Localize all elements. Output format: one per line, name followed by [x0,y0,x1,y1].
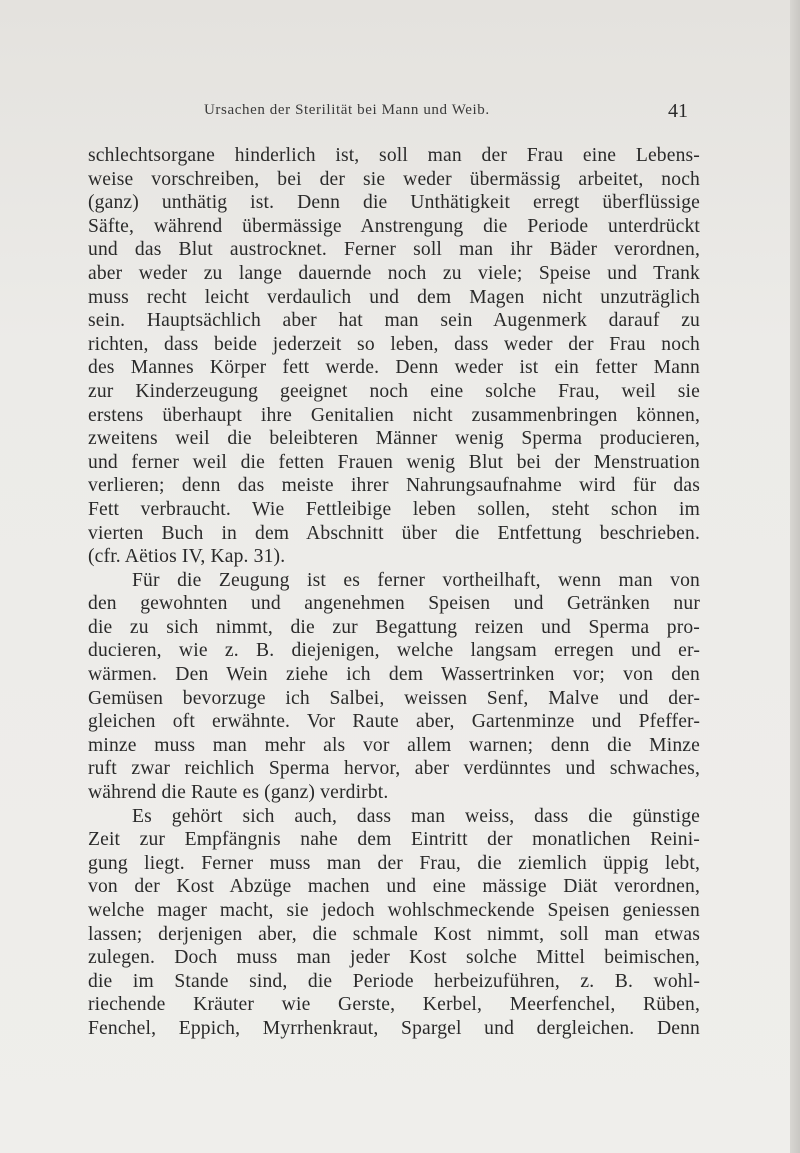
page-number: 41 [668,100,688,122]
text-line: zulegen. Doch muss man jeder Kost solche Mittel beimischen, [88,947,700,969]
text-line: den gewohnten und angenehmen Speisen und Getränken nur [88,593,700,615]
running-title: Ursachen der Sterilität bei Mann und Weib. [204,102,490,118]
text-line: zur Kinderzeugung geeignet noch eine solche Frau, weil sie [88,380,700,402]
text-line: aber weder zu lange dauernde noch zu viele; Speise und Trank [88,262,700,284]
page-edge [790,0,800,1153]
text-line: sein. Hauptsächlich aber hat man sein Augenmerk darauf zu [88,310,700,332]
text-line: schlechtsorgane hinderlich ist, soll man der Frau eine Lebens- [88,145,700,166]
text-line: Fenchel, Eppich, Myrrhenkraut, Spargel und dergleichen. Denn [88,1017,700,1039]
text-line: zweitens weil die beleibteren Männer wenig Sperma producieren, [88,428,700,450]
text-line: weise vorschreiben, bei der sie weder übermässig arbeitet, noch [88,168,700,190]
text-line: die zu sich nimmt, die zur Begattung reizen und Sperma pro- [88,616,700,638]
text-line: Zeit zur Empfängnis nahe dem Eintritt der monatlichen Reini- [88,829,700,851]
text-line: Fett verbraucht. Wie Fettleibige leben sollen, steht schon im [88,498,700,520]
page-header [88,100,700,128]
text-line: richten, dass beide jederzeit so leben, dass weder der Frau noch [88,333,700,355]
text-line: Es gehört sich auch, dass man weiss, dass die günstige [132,805,700,827]
text-line: gung liegt. Ferner muss man der Frau, die ziemlich üppig lebt, [88,852,700,874]
text-line: ruft zwar reichlich Sperma hervor, aber verdünntes und schwaches, [88,758,700,780]
text-line: vierten Buch in dem Abschnitt über die Entfettung beschrieben. [88,522,700,544]
text-line: gleichen oft erwähnte. Vor Raute aber, Gartenminze und Pfeffer- [88,711,700,733]
text-line: und das Blut austrocknet. Ferner soll man ihr Bäder verordnen, [88,239,700,261]
text-line: wärmen. Den Wein ziehe ich dem Wassertrinken vor; von den [88,664,700,686]
text-line: Für die Zeugung ist es ferner vortheilhaft, wenn man von [132,569,700,591]
text-line: die im Stande sind, die Periode herbeizuführen, z. B. wohl- [88,970,700,992]
text-line: während die Raute es (ganz) verdirbt. [88,782,389,804]
text-line: des Mannes Körper fett werde. Denn weder ist ein fetter Mann [88,357,700,379]
text-line: welche mager macht, sie jedoch wohlschmeckende Speisen geniessen [88,900,700,921]
text-line: (cfr. Aëtios IV, Kap. 31). [88,546,286,568]
text-line: Säfte, während übermässige Anstrengung die Periode unterdrückt [88,215,700,237]
text-line: minze muss man mehr als vor allem warnen; denn die Minze [88,734,700,756]
body-text [88,144,700,1041]
text-line: erstens überhaupt ihre Genitalien nicht zusammenbringen können, [88,404,700,426]
text-line: (ganz) unthätig ist. Denn die Unthätigkeit erregt überflüssige [88,192,700,214]
text-line: von der Kost Abzüge machen und eine mässige Diät verordnen, [88,876,700,898]
text-line: und ferner weil die fetten Frauen wenig Blut bei der Menstruation [88,451,700,473]
text-line: lassen; derjenigen aber, die schmale Kost nimmt, soll man etwas [88,923,700,945]
text-line: riechende Kräuter wie Gerste, Kerbel, Meerfenchel, Rüben, [88,994,700,1016]
text-line: ducieren, wie z. B. diejenigen, welche langsam erregen und er- [88,640,700,662]
text-line: Gemüsen bevorzuge ich Salbei, weissen Senf, Malve und der- [88,687,700,709]
text-line: muss recht leicht verdaulich und dem Magen nicht unzuträglich [88,286,700,308]
text-line: verlieren; denn das meiste ihrer Nahrungsaufnahme wird für das [88,475,700,497]
